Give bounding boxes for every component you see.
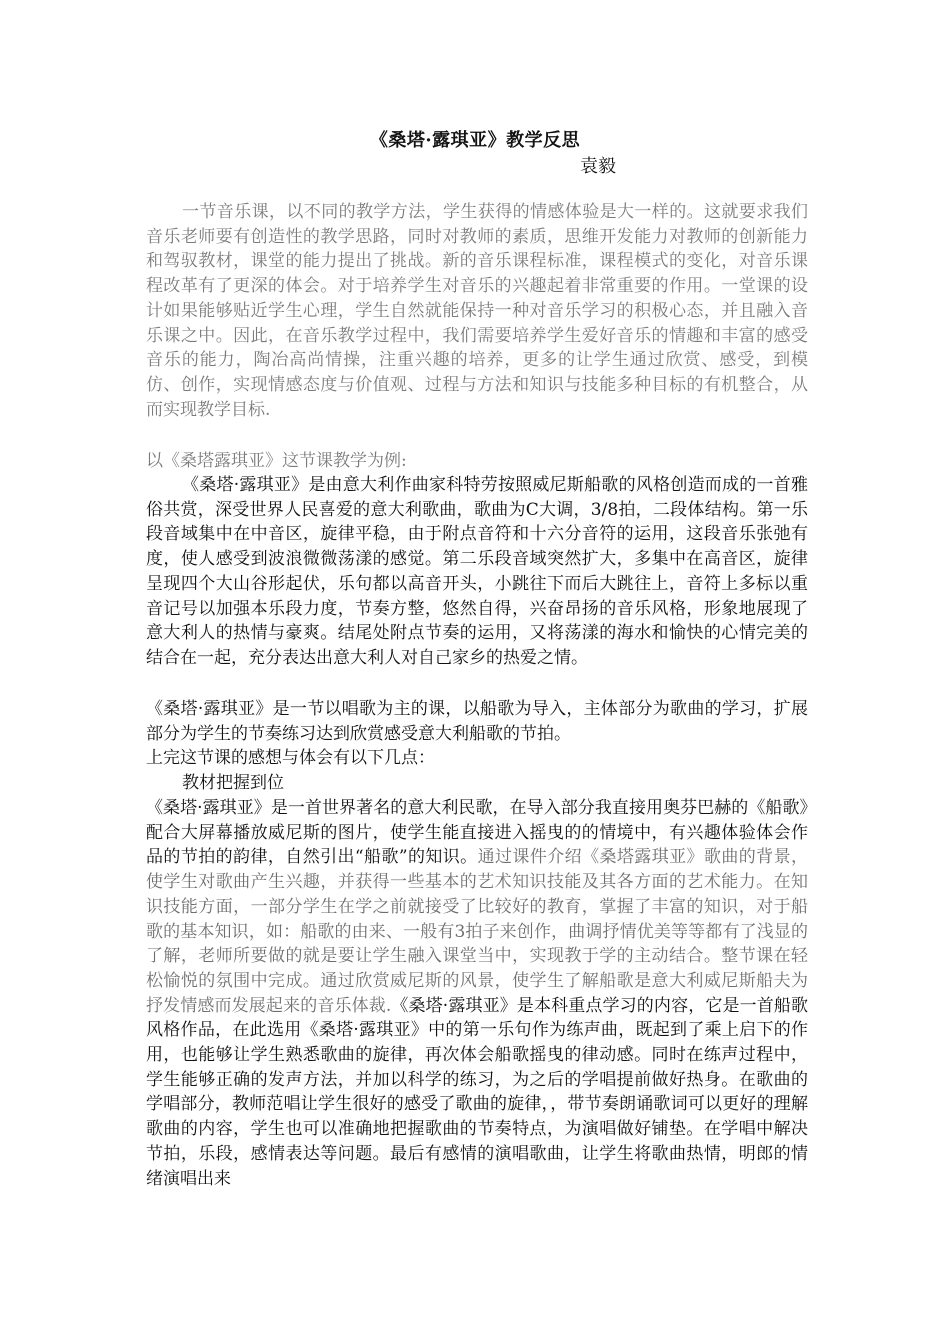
point-1-heading: 教材把握到位 xyxy=(182,773,284,793)
point-1-paragraph xyxy=(146,796,808,1191)
point-1-text-part-1: 《桑塔·露琪亚》是一首世界著名的意大利民歌，在导入部分我直接用奥芬巴赫的《船歌》配合大屏幕播放威尼斯的图片，使学生能直接进入摇曳的的情境中，有兴趣体验体会作品的节拍的韵律，自然引出“船歌”的知识。 xyxy=(146,798,808,868)
intro-paragraph: 一节音乐课，以不同的教学方法，学生获得的情感体验是大一样的。这就要求我们音乐老师要有创造性的教学思路，同时对教师的素质，思维开发能力对教师的创新能力和驾驭教材，课堂的能力提出了挑战。新的音乐课程标准，课程模式的变化，对音乐课程改革有了更深的体会。对于培养学生对音乐的兴趣起着非常重要的作用。一堂课的设计如果能够贴近学生心理，学生自然就能保持一种对音乐学习的积极心态，并且融入音乐课之中。因此，在音乐教学过程中，我们需要培养学生爱好音乐的情趣和丰富的感受音乐的能力，陶冶高尚情操，注重兴趣的培养，更多的让学生通过欣赏、感受，到模仿、创作，实现情感态度与价值观、过程与方法和知识与技能多种目标的有机整合，从而实现教学目标. xyxy=(146,202,808,420)
thoughts-intro: 上完这节课的感想与体会有以下几点： xyxy=(146,748,435,768)
lesson-description-paragraph: 《桑塔·露琪亚》是一节以唱歌为主的课，以船歌为导入，主体部分为歌曲的学习，扩展部分为学生的节奏练习达到欣赏感受意大利船歌的节拍。 xyxy=(146,699,808,744)
author-name: 袁毅 xyxy=(580,156,616,177)
point-1-text-part-2: 通过课件介绍《桑塔露琪亚》歌曲的背景，使学生对歌曲产生兴趣，并获得一些基本的艺术知识技能及其各方面的艺术能力。在知识技能方面，一部分学生在学之前就接受了比较好的教育，掌握了丰富的知识，对于船歌的基本知识，如：船歌的由来、一般有3拍子来创作，曲调抒情优美等等都有了浅显的了解，老师所要做的就是要让学生融入课堂当中，实现教于学的主动结合。整节课在轻松愉悦的氛围中完成。通过欣赏威尼斯的风景，使学生了解船歌是意大利威尼斯船夫为抒发情感而发展起来的音乐体裁. xyxy=(146,847,809,1016)
example-label: 以《桑塔露琪亚》这节课教学为例: xyxy=(146,451,407,471)
song-description-paragraph: 《桑塔·露琪亚》是由意大利作曲家科特劳按照威尼斯船歌的风格创造而成的一首雅俗共赏，深受世界人民喜爱的意大利歌曲，歌曲为C大调，3/8拍，二段体结构。第一乐段音域集中在中音区，旋律平稳，由于附点音符和十六分音符的运用，这段音乐张弛有度，使人感受到波浪微微荡漾的感觉。第二乐段音域突然扩大，多集中在高音区，旋律呈现四个大山谷形起伏，乐句都以高音开头，小跳往下而后大跳往上，音符上多标以重音记号以加强本乐段力度，节奏方整，悠然自得，兴奋昂扬的音乐风格，形象地展现了意大利人的热情与豪爽。结尾处附点节奏的运用，又将荡漾的海水和愉快的心情完美的结合在一起，充分表达出意大利人对自己家乡的热爱之情。 xyxy=(146,475,808,668)
point-1-text-part-3: 《桑塔·露琪亚》是本科重点学习的内容，它是一首船歌风格作品，在此选用《桑塔·露琪亚》中的第一乐句作为练声曲，既起到了乘上启下的作用，也能够让学生熟悉歌曲的旋律，再次体会船歌摇曳的律动感。同时在练声过程中，学生能够正确的发声方法，并加以科学的练习，为之后的学唱提前做好热身。在歌曲的学唱部分，教师范唱让学生很好的感受了歌曲的旋律，，带节奏朗诵歌词可以更好的理解歌曲的内容，学生也可以准确地把握歌曲的节奏特点，为演唱做好铺垫。在学唱中解决节拍，乐段，感情表达等问题。最后有感情的演唱歌曲，让学生将歌曲热情，明郎的情绪演唱出来 xyxy=(146,995,808,1189)
document-title: 《桑塔·露琪亚》教学反思 xyxy=(369,130,581,151)
